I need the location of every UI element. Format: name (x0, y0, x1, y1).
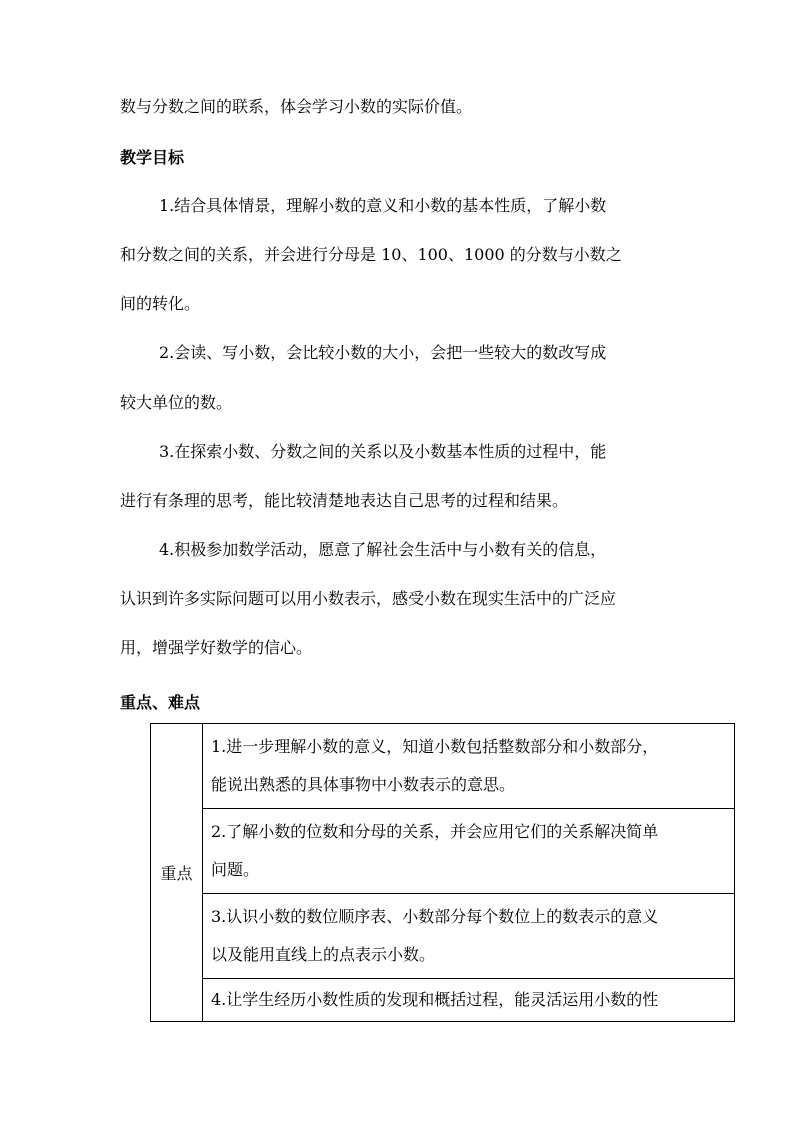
key-point-4-line-1: 4.让学生经历小数性质的发现和概括过程，能灵活运用小数的性 (211, 990, 659, 1009)
key-point-1-line-1: 1.进一步理解小数的意义，知道小数包括整数部分和小数部分， (211, 737, 659, 756)
objective-4-line-2: 认识到许多实际问题可以用小数表示，感受小数在现实生活中的广泛应 (120, 589, 617, 608)
objective-4-line-1: 4.积极参加数学活动，愿意了解社会生活中与小数有关的信息， (159, 540, 607, 559)
objective-1-line-1: 1.结合具体情景，理解小数的意义和小数的基本性质，了解小数 (159, 196, 607, 215)
key-point-cell-1 (203, 724, 735, 809)
key-point-2-line-2: 问题。 (211, 860, 260, 879)
objective-1-line-2: 和分数之间的关系，并会进行分母是 10、100、1000 的分数与小数之 (120, 245, 622, 264)
key-point-cell-2 (203, 809, 735, 894)
objective-3-line-1: 3.在探索小数、分数之间的关系以及小数基本性质的过程中，能 (159, 442, 607, 461)
table-row (151, 724, 735, 809)
key-point-cell-3 (203, 894, 735, 979)
objective-3-line-2: 进行有条理的思考，能比较清楚地表达自己思考的过程和结果。 (120, 491, 569, 510)
objective-2-line-1: 2.会读、写小数，会比较小数的大小，会把一些较大的数改写成 (159, 343, 607, 362)
key-point-3-line-1: 3.认识小数的数位顺序表、小数部分每个数位上的数表示的意义 (211, 907, 659, 926)
key-points-table (150, 723, 735, 1022)
key-point-1-line-2: 能说出熟悉的具体事物中小数表示的意思。 (211, 775, 516, 794)
objective-2-line-2: 较大单位的数。 (120, 393, 233, 412)
key-points-heading: 重点、难点 (120, 693, 201, 712)
objective-4-line-3: 用，增强学好数学的信心。 (120, 638, 313, 657)
table-row (151, 894, 735, 979)
objective-1-line-3: 间的转化。 (120, 294, 201, 313)
objectives-heading: 教学目标 (120, 148, 185, 167)
key-point-2-line-1: 2.了解小数的位数和分母的关系，并会应用它们的关系解决简单 (211, 822, 659, 841)
key-point-cell-4 (203, 979, 735, 1022)
table-row (151, 809, 735, 894)
key-points-label: 重点 (151, 724, 203, 1022)
intro-tail-line: 数与分数之间的联系，体会学习小数的实际价值。 (120, 97, 473, 116)
table-row (151, 979, 735, 1022)
key-point-3-line-2: 以及能用直线上的点表示小数。 (211, 945, 436, 964)
